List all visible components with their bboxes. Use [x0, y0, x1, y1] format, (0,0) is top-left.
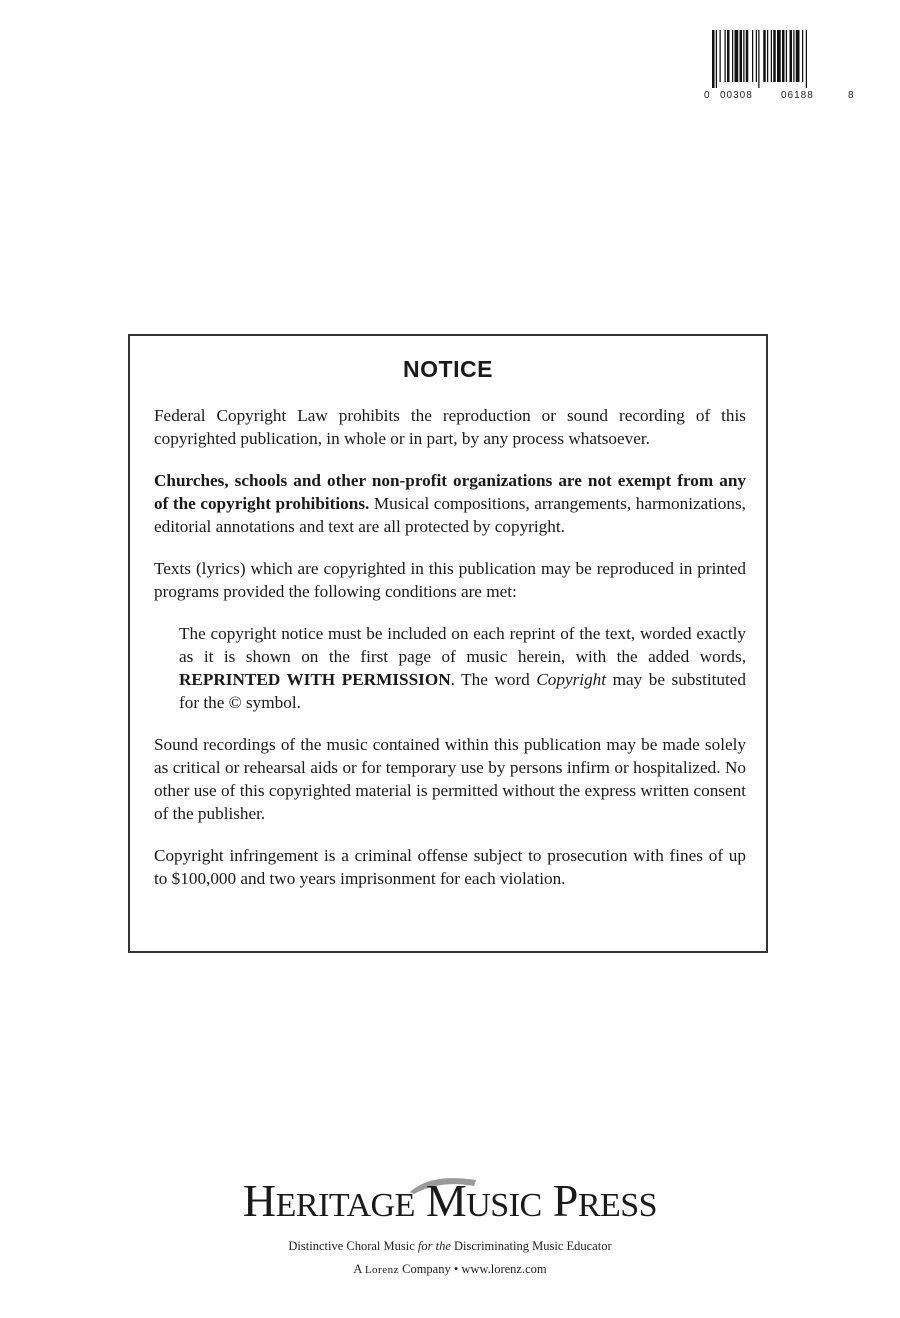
barcode-bar [727, 30, 730, 82]
barcode-digit-left: 0 [704, 90, 710, 101]
barcode-bar [740, 30, 743, 82]
tagline-a: Distinctive Choral Music [288, 1239, 418, 1253]
barcode-bar [793, 30, 794, 82]
publisher-name [240, 1175, 660, 1229]
barcode-bar [735, 30, 739, 82]
barcode-bar [773, 30, 776, 82]
company-a: A [353, 1262, 365, 1276]
barcode-bar [758, 30, 759, 88]
company-b: Company • www.lorenz.com [398, 1262, 547, 1276]
publisher-footer [240, 1170, 660, 1277]
notice-paragraph-lyrics: Texts (lyrics) which are copyrighted in this publication may be reproduced in printed programs provided the following conditions are met: [154, 559, 746, 601]
notice-exempt-rest: Musical compositions, arrangements, harmonizations, editorial annotations and text are all protected by copyright. [154, 494, 746, 536]
barcode-bar [771, 30, 772, 82]
publisher-name-ress: RESS [577, 1187, 658, 1224]
notice-paragraph-infringement: Copyright infringement is a criminal offense subject to prosecution with fines of up to $100,000 and two years imprisonment for each violation. [154, 846, 746, 888]
publisher-name-h: H [242, 1175, 276, 1226]
barcode-bar [786, 30, 787, 82]
barcode-bars [712, 30, 846, 88]
barcode-bar [725, 30, 726, 82]
notice-paragraph-law: Federal Copyright Law prohibits the reproduction or sound recording of this copyrighted publication, in whole or in part, by any process whatsoever. [154, 406, 746, 448]
publisher-tagline [240, 1239, 660, 1254]
tagline-italic: for the [417, 1239, 451, 1253]
publisher-name-eritage: ERITAGE [275, 1187, 415, 1224]
notice-box [128, 334, 768, 953]
barcode-bar [767, 30, 768, 82]
publisher-name-usic: USIC [466, 1187, 542, 1224]
barcode-bar [790, 30, 793, 82]
barcode-bar [782, 30, 785, 82]
barcode-bar [752, 30, 753, 82]
barcode-digits [704, 90, 854, 104]
publisher-name-m: M [425, 1175, 467, 1226]
notice-paragraph-recordings: Sound recordings of the music contained within this publication may be made solely as critical or rehearsal aids or for temporary use by persons infirm or hospitalized. No other use of this copyrighted material is permitted without the express written consent of the publisher. [154, 735, 746, 823]
barcode-bar [756, 30, 757, 82]
barcode-bar [732, 30, 733, 82]
notice-reprinted-bold: REPRINTED WITH PERMISSION [179, 670, 451, 689]
publisher-name-p: P [552, 1175, 578, 1226]
barcode-bar [763, 30, 766, 82]
publisher-company-line [240, 1262, 660, 1277]
notice-paragraph-conditions [179, 622, 746, 714]
notice-paragraph-exempt [154, 469, 746, 538]
company-lorenz: Lorenz [364, 1264, 399, 1276]
barcode-bar [712, 30, 715, 88]
barcode-bar [716, 30, 717, 88]
barcode-bar [806, 30, 807, 88]
barcode [704, 30, 854, 110]
barcode-digits-group1: 00308 [720, 90, 753, 101]
barcode-digits-group2: 06188 [781, 90, 814, 101]
barcode-bar [777, 30, 781, 82]
notice-conditions-a: The copyright notice must be included on each reprint of the text, worded exactly as it is shown on the first page of music herein, with the added words, [179, 624, 746, 666]
notice-exempt-bold: Churches, schools and other non-profit organizations are not exempt from any of the copyright prohibitions. [154, 471, 746, 513]
tagline-b: Discriminating Music Educator [450, 1239, 612, 1253]
notice-title: NOTICE [403, 356, 493, 382]
barcode-bar [802, 30, 803, 82]
barcode-bar [720, 30, 721, 82]
barcode-bar [746, 30, 749, 82]
notice-conditions-c: may be substituted for the © symbol. [179, 670, 747, 712]
barcode-digit-right: 8 [848, 90, 854, 101]
barcode-bar [796, 30, 800, 82]
notice-body [154, 404, 746, 909]
barcode-bar [743, 30, 744, 82]
notice-conditions-b: . The word [450, 670, 537, 689]
notice-copyright-italic: Copyright [536, 670, 607, 689]
